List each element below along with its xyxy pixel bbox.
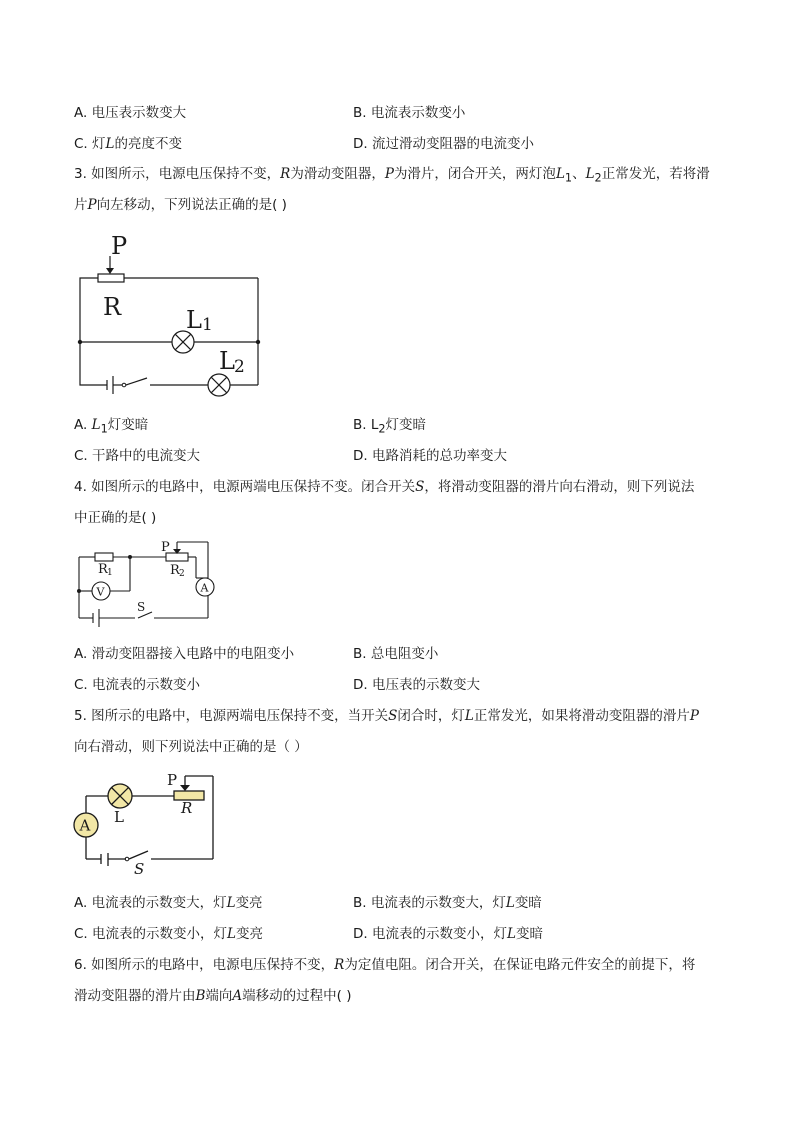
q2-option-d: D. 流过滑动变阻器的电流变小 bbox=[353, 136, 534, 152]
q4-label-r2: R bbox=[170, 563, 180, 578]
q3-label-l1: L bbox=[186, 306, 202, 334]
q3-stem-line2: 片P向左移动，下列说法正确的是( ) bbox=[74, 197, 287, 213]
q5-slider-arrow-icon bbox=[180, 785, 190, 791]
q3-label-l2: L bbox=[219, 347, 235, 375]
svg-text:V: V bbox=[96, 585, 105, 599]
q3-option-b: B. $L_2$灯变暗 bbox=[353, 417, 427, 436]
q3-stem-line1: 3. 如图所示，电源电压保持不变，R为滑动变阻器，P为滑片，闭合开关，两灯泡$L_1$、$L_2$正常发光，若将滑 bbox=[74, 166, 710, 185]
q5-label-p: P bbox=[167, 771, 178, 789]
q5-stem-line2: 向右滑动，则下列说法中正确的是（ ） bbox=[74, 739, 308, 755]
q5-label-s: S bbox=[134, 860, 145, 878]
q5-option-d: D. 电流表的示数变小，灯L变暗 bbox=[353, 926, 543, 942]
q6-stem-line1: 6. 如图所示的电路中，电源电压保持不变，R为定值电阻。闭合开关，在保证电路元件安全的前提下，将 bbox=[74, 957, 696, 973]
q4-label-r2-sub: 2 bbox=[179, 569, 185, 579]
q4-stem-line2: 中正确的是( ) bbox=[74, 510, 157, 526]
q3-option-d: D. 电路消耗的总功率变大 bbox=[353, 448, 507, 464]
q5-option-c: C. 电流表的示数变小，灯L变亮 bbox=[74, 926, 263, 942]
q5-lamp-icon bbox=[108, 784, 132, 808]
q2-option-a: A. 电压表示数变大 bbox=[74, 105, 187, 121]
q4-option-c: C. 电流表的示数变小 bbox=[74, 677, 201, 693]
q3-label-p: P bbox=[111, 232, 128, 260]
q4-option-a: A. 滑动变阻器接入电路中的电阻变小 bbox=[74, 646, 295, 662]
q3-label-l1-sub: 1 bbox=[202, 315, 213, 335]
q5-option-a: A. 电流表的示数变大，灯L变亮 bbox=[74, 895, 263, 911]
svg-text:A: A bbox=[79, 816, 91, 835]
q2-option-b: B. 电流表示数变小 bbox=[353, 105, 466, 121]
q5-option-b: B. 电流表的示数变大，灯L变暗 bbox=[353, 895, 542, 911]
q5-label-l: L bbox=[114, 808, 124, 826]
q4-label-p: P bbox=[161, 540, 170, 555]
q3-option-c: C. 干路中的电流变大 bbox=[74, 448, 201, 464]
q3-label-r: R bbox=[103, 293, 122, 321]
q5-label-r: R bbox=[181, 799, 193, 817]
q4-label-r1-sub: 1 bbox=[107, 568, 113, 578]
svg-text:A: A bbox=[200, 581, 209, 595]
q4-label-r1: R bbox=[98, 562, 108, 577]
q3-option-a: A. $L_1$灯变暗 bbox=[74, 417, 149, 436]
q5-ammeter-icon bbox=[74, 813, 98, 837]
q5-stem-line1: 5. 图所示的电路中，电源两端电压保持不变，当开关S闭合时，灯L正常发光，如果将滑动变阻器的滑片P bbox=[74, 708, 699, 724]
q4-label-s: S bbox=[137, 600, 146, 614]
q4-option-d: D. 电压表的示数变大 bbox=[353, 677, 480, 693]
q6-stem-line2: 滑动变阻器的滑片由B端向A端移动的过程中( ) bbox=[74, 988, 352, 1004]
q3-label-l2-sub: 2 bbox=[234, 357, 245, 377]
q2-option-c: C. 灯L的亮度不变 bbox=[74, 136, 182, 152]
q4-stem-line1: 4. 如图所示的电路中，电源两端电压保持不变。闭合开关S，将滑动变阻器的滑片向右滑动，则下列说法 bbox=[74, 479, 695, 495]
q4-option-b: B. 总电阻变小 bbox=[353, 646, 439, 662]
